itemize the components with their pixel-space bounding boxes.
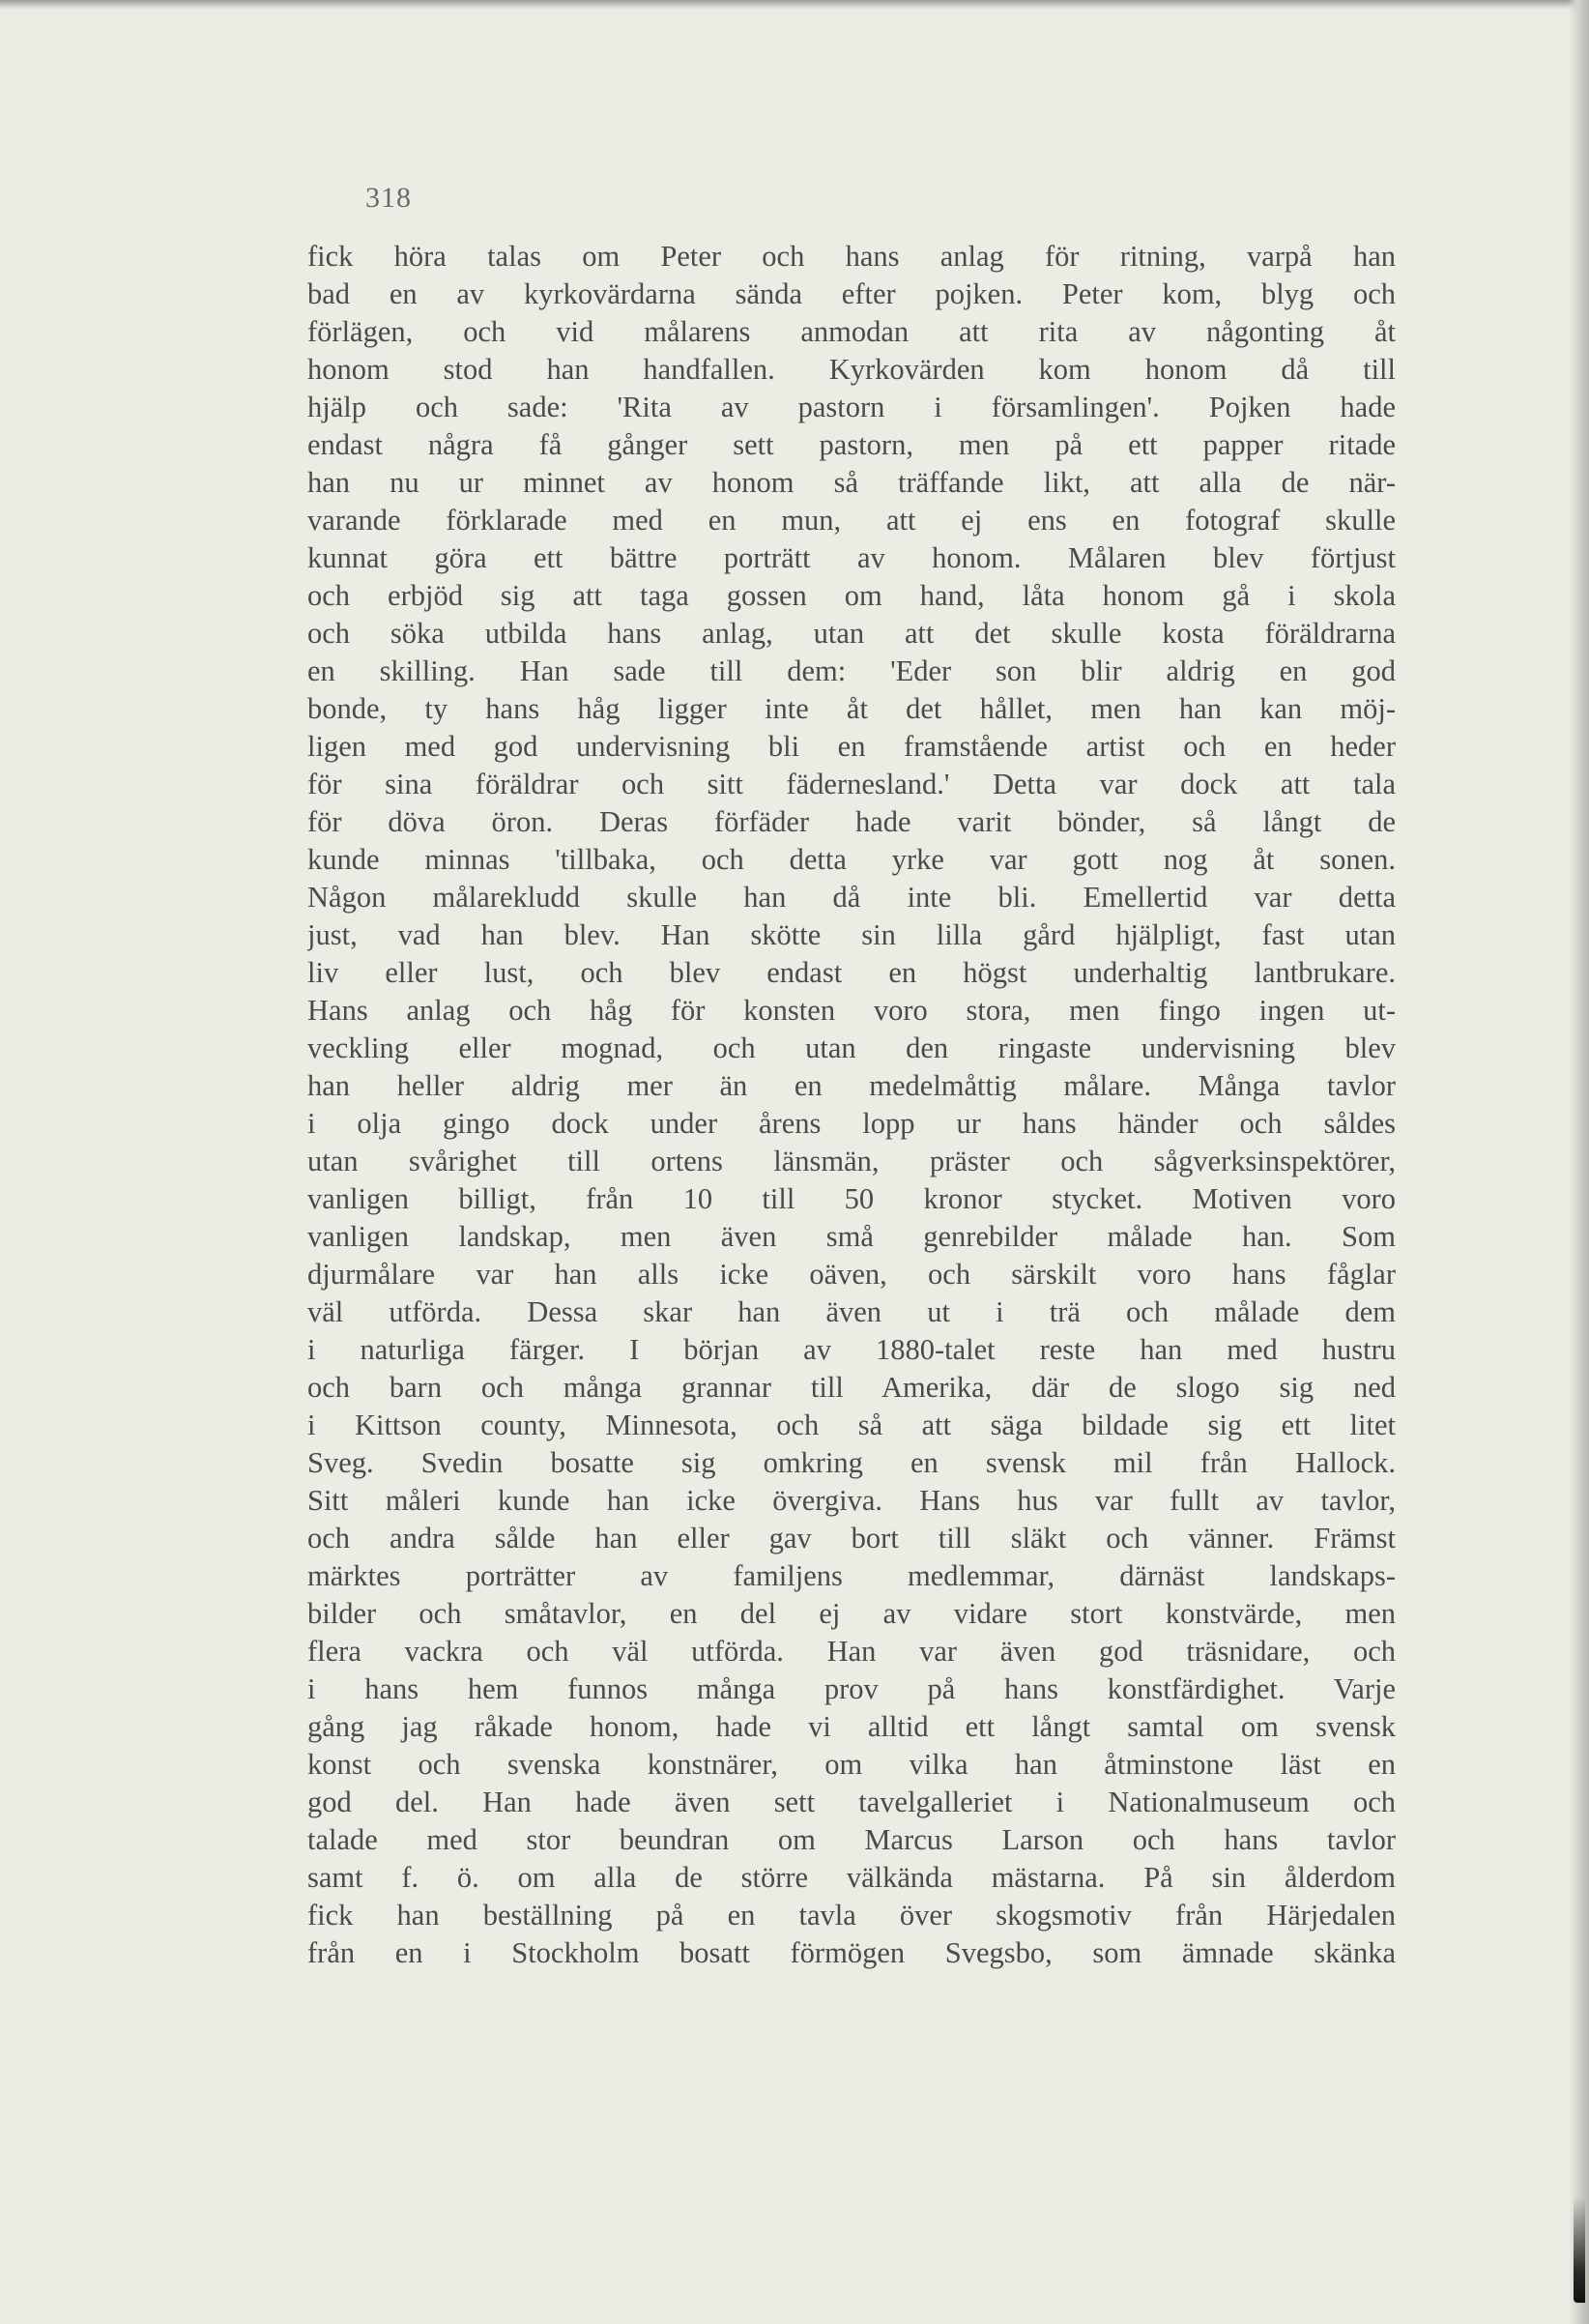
text-line: och söka utbilda hans anlag, utan att det skulle kosta föräldrarna [307, 617, 1396, 650]
text-line: fick han beställning på en tavla över skogsmotiv från Härjedalen [307, 1899, 1396, 1932]
scan-edge-mark [1574, 2196, 1585, 2303]
text-line: från en i Stockholm bosatt förmögen Svegsbo, som ämnade skänka [307, 1936, 1396, 1969]
text-line: talade med stor beundran om Marcus Larson och hans tavlor [307, 1823, 1396, 1856]
page-number: 318 [365, 182, 412, 214]
text-line: kunde minnas 'tillbaka, och detta yrke var gott nog åt sonen. [307, 843, 1396, 876]
text-line: god del. Han hade även sett tavelgalleriet i Nationalmuseum och [307, 1786, 1396, 1818]
text-line: konst och svenska konstnärer, om vilka han åtminstone läst en [307, 1748, 1396, 1781]
text-line: gång jag råkade honom, hade vi alltid ett långt samtal om svensk [307, 1710, 1396, 1743]
text-line: han nu ur minnet av honom så träffande likt, att alla de när- [307, 466, 1396, 499]
text-line: väl utförda. Dessa skar han även ut i trä och målade dem [307, 1295, 1396, 1328]
text-line: och barn och många grannar till Amerika, där de slogo sig ned [307, 1371, 1396, 1404]
text-line: vanligen billigt, från 10 till 50 kronor stycket. Motiven voro [307, 1182, 1396, 1215]
text-line: och andra sålde han eller gav bort till släkt och vänner. Främst [307, 1522, 1396, 1554]
text-line: för sina föräldrar och sitt fädernesland.' Detta var dock att tala [307, 768, 1396, 800]
text-line: i hans hem funnos många prov på hans konstfärdighet. Varje [307, 1672, 1396, 1705]
page-top-edge-shadow [0, 0, 1589, 10]
text-line: samt f. ö. om alla de större välkända mästarna. På sin ålderdom [307, 1861, 1396, 1894]
text-line: märktes porträtter av familjens medlemmar, därnäst landskaps- [307, 1559, 1396, 1592]
text-line: förlägen, och vid målarens anmodan att rita av någonting åt [307, 315, 1396, 348]
text-line: just, vad han blev. Han skötte sin lilla gård hjälpligt, fast utan [307, 918, 1396, 951]
text-line: en skilling. Han sade till dem: 'Eder son blir aldrig en god [307, 654, 1396, 687]
text-line: Hans anlag och håg för konsten voro stora, men fingo ingen ut- [307, 994, 1396, 1027]
text-line: bilder och småtavlor, en del ej av vidare stort konstvärde, men [307, 1597, 1396, 1630]
page-right-edge-shadow [1568, 0, 1589, 2324]
text-line: flera vackra och väl utförda. Han var även god träsnidare, och [307, 1635, 1396, 1668]
text-line: hjälp och sade: 'Rita av pastorn i församlingen'. Pojken hade [307, 391, 1396, 423]
text-line: fick höra talas om Peter och hans anlag för ritning, varpå han [307, 240, 1396, 273]
text-line: och erbjöd sig att taga gossen om hand, låta honom gå i skola [307, 579, 1396, 612]
text-line: i olja gingo dock under årens lopp ur hans händer och såldes [307, 1107, 1396, 1140]
text-line: vanligen landskap, men även små genrebilder målade han. Som [307, 1220, 1396, 1253]
text-line: endast några få gånger sett pastorn, men på ett papper ritade [307, 428, 1396, 461]
body-text [307, 238, 1396, 1972]
text-line: varande förklarade med en mun, att ej ens en fotograf skulle [307, 504, 1396, 537]
text-line: i Kittson county, Minnesota, och så att säga bildade sig ett litet [307, 1409, 1396, 1441]
text-line: Sitt måleri kunde han icke övergiva. Hans hus var fullt av tavlor, [307, 1484, 1396, 1517]
text-line: bad en av kyrkovärdarna sända efter pojken. Peter kom, blyg och [307, 277, 1396, 310]
text-line: bonde, ty hans håg ligger inte åt det hållet, men han kan möj- [307, 692, 1396, 725]
text-line: honom stod han handfallen. Kyrkovärden kom honom då till [307, 353, 1396, 386]
text-line: i naturliga färger. I början av 1880-talet reste han med hustru [307, 1333, 1396, 1366]
text-line: Någon målarekludd skulle han då inte bli. Emellertid var detta [307, 881, 1396, 914]
text-line: veckling eller mognad, och utan den ringaste undervisning blev [307, 1031, 1396, 1064]
text-line: han heller aldrig mer än en medelmåttig målare. Många tavlor [307, 1069, 1396, 1102]
text-line: utan svårighet till ortens länsmän, präster och sågverksinspektörer, [307, 1145, 1396, 1177]
text-line: liv eller lust, och blev endast en högst underhaltig lantbrukare. [307, 956, 1396, 989]
text-line: ligen med god undervisning bli en framstående artist och en heder [307, 730, 1396, 763]
text-line: djurmålare var han alls icke oäven, och särskilt voro hans fåglar [307, 1258, 1396, 1291]
text-line: för döva öron. Deras förfäder hade varit bönder, så långt de [307, 805, 1396, 838]
text-line: kunnat göra ett bättre porträtt av honom. Målaren blev förtjust [307, 541, 1396, 574]
text-line: Sveg. Svedin bosatte sig omkring en svensk mil från Hallock. [307, 1446, 1396, 1479]
